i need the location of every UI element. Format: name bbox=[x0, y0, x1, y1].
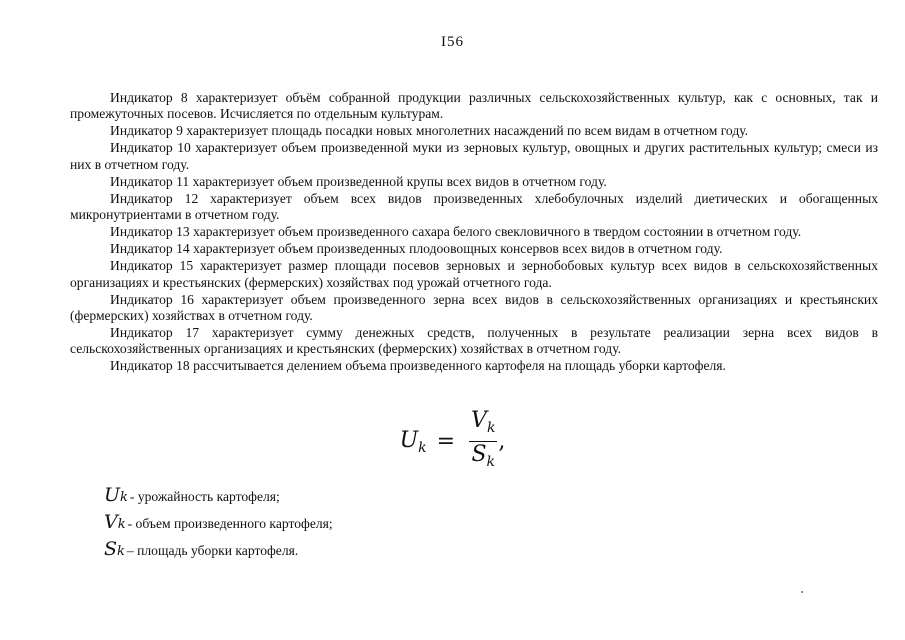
paragraph-indicator-11: Индикатор 11 характеризует объем произведенной крупы всех видов в отчетном году. bbox=[110, 173, 607, 189]
paragraph-indicator-9: Индикатор 9 характеризует площадь посадки новых многолетних насаждений по всем видам в отчетном году. bbox=[110, 123, 749, 139]
legend-row-yield bbox=[104, 484, 333, 511]
legend-symbol: U bbox=[104, 484, 121, 506]
paragraph-indicator-17: Индикатор 17 характеризует сумму денежных средств, полученных в результате реализации зерна всех видов в сельскохозяйственных организациях и крестьянских (фермерских) хозяйствах в отчетном году. bbox=[70, 325, 878, 357]
legend-row-area bbox=[104, 538, 333, 565]
legend-row-volume bbox=[104, 511, 333, 538]
paragraph-indicator-15: Индикатор 15 характеризует размер площади посевов зерновых и зернобобовых культур всех видов в сельскохозяйственных организациях и крестьянских (фермерских) хозяйствах под урожай отчетного года. bbox=[70, 258, 878, 290]
paragraph-indicator-16: Индикатор 16 характеризует объем произведенного зерна всех видов в сельскохозяйственных организациях и крестьянских (фермерских) хозяйствах в отчетном году. bbox=[70, 291, 878, 324]
legend-symbol: V bbox=[104, 511, 118, 533]
document-body bbox=[70, 90, 878, 375]
paragraph-indicator-18: Индикатор 18 рассчитывается делением объема произведенного картофеля на площадь уборки картофеля. bbox=[110, 358, 726, 374]
formula-trailing-comma: , bbox=[498, 429, 506, 454]
formula-numerator bbox=[469, 408, 497, 441]
legend-description: - урожайность картофеля; bbox=[129, 489, 280, 504]
formula-legend bbox=[104, 484, 333, 565]
page-number: I56 bbox=[441, 34, 464, 50]
paragraph-indicator-12: Индикатор 12 характеризует объем всех видов произведенных хлебобулочных изделий диетических и обогащенных микронутриентами в отчетном году. bbox=[70, 190, 878, 223]
formula-denominator-subscript: k bbox=[486, 454, 496, 470]
legend-subscript: k bbox=[117, 544, 125, 559]
formula-numerator-subscript: k bbox=[486, 420, 496, 436]
legend-subscript: k bbox=[120, 490, 128, 505]
formula-denominator-symbol: S bbox=[471, 442, 487, 467]
paragraph-indicator-13: Индикатор 13 характеризует объем произведенного сахара белого свекловичного в твердом состоянии в отчетном году. bbox=[110, 224, 802, 240]
formula-lhs bbox=[400, 428, 427, 456]
legend-subscript: k bbox=[117, 517, 126, 532]
paragraph-indicator-8: Индикатор 8 характеризует объём собранной продукции различных сельскохозяйственных культур, как с основных, так и промежуточных посевов. Исчисляется по отдельным культурам. bbox=[70, 90, 878, 122]
formula-denominator bbox=[469, 442, 497, 475]
formula-lhs-symbol: U bbox=[399, 427, 419, 453]
legend-description: – площадь уборки картофеля. bbox=[126, 543, 299, 558]
legend-symbol: S bbox=[104, 538, 118, 560]
paragraph-indicator-10: Индикатор 10 характеризует объем произведенной муки из зерновых культур, овощных и других растительных культур; смеси из них в отчетном году. bbox=[70, 140, 878, 172]
legend-description: - объем произведенного картофеля; bbox=[127, 516, 333, 531]
scan-speck bbox=[801, 591, 803, 593]
paragraph-indicator-14: Индикатор 14 характеризует объем произведенных плодоовощных консервов всех видов в отчетном году. bbox=[110, 241, 723, 257]
formula-numerator-symbol: V bbox=[471, 408, 487, 433]
yield-formula bbox=[0, 408, 905, 475]
formula-lhs-subscript: k bbox=[418, 439, 427, 456]
formula-fraction bbox=[469, 408, 497, 475]
formula-equals-sign: = bbox=[436, 429, 456, 454]
